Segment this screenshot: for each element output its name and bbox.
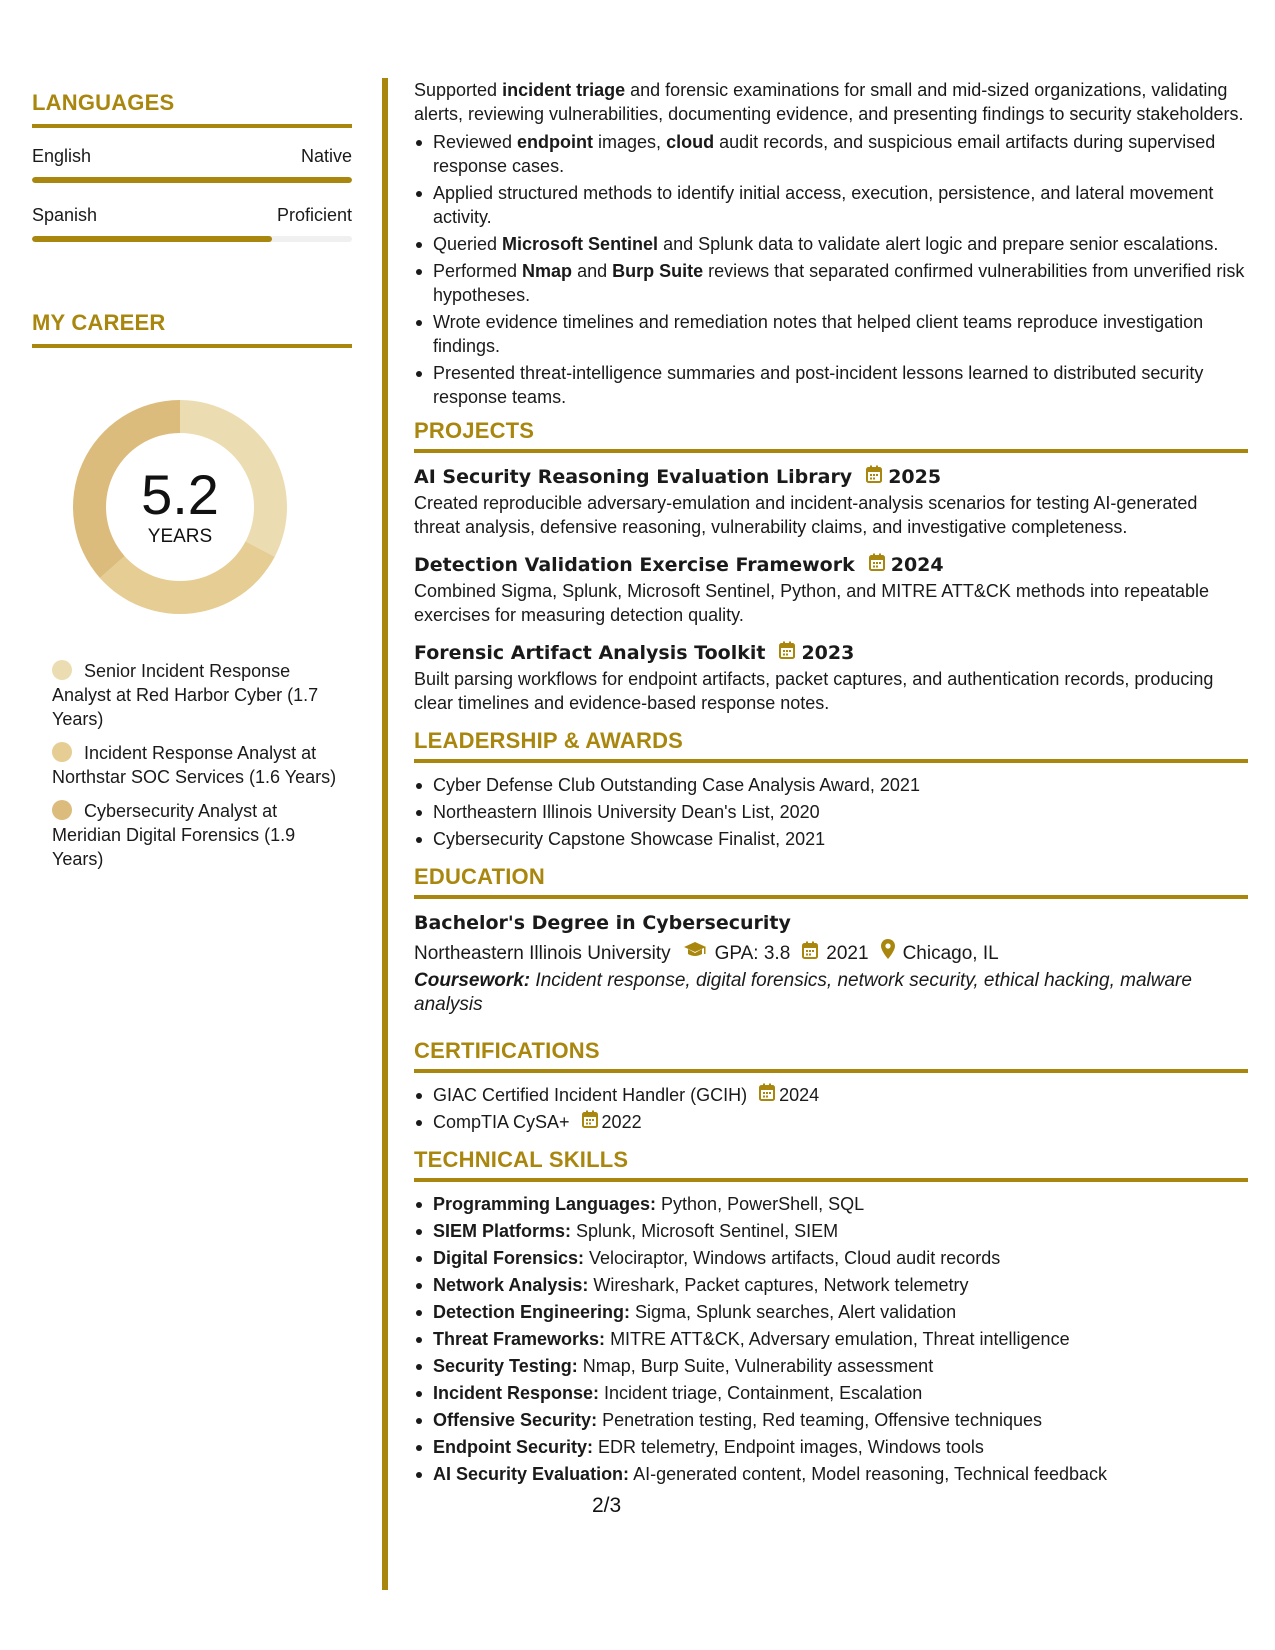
project-year: 2024 (890, 554, 944, 576)
career-section (32, 310, 352, 871)
certifications-section (414, 1039, 1248, 1134)
section-divider (414, 1069, 1248, 1073)
career-legend (52, 659, 342, 871)
section-divider (32, 344, 352, 348)
page-number: 2/3 (592, 1494, 622, 1517)
education-title: EDUCATION (414, 864, 545, 889)
graduation-year: 2021 (826, 943, 869, 964)
section-divider (414, 449, 1248, 453)
career-total-label: YEARS (147, 526, 213, 547)
calendar-icon (802, 939, 818, 969)
career-role-text: Cybersecurity Analyst at Meridian Digital Forensics (1.9 Years) (52, 801, 296, 869)
list-item: Offensive Security: Penetration testing, Red teaming, Offensive techniques (414, 1408, 1248, 1432)
project-description: Combined Sigma, Splunk, Microsoft Sentinel, Python, and MITRE ATT&CK methods into repeatable exercises for measuring detection quality. (414, 581, 1210, 625)
certification-name: CompTIA CySA+ (433, 1112, 570, 1132)
calendar-icon (869, 551, 885, 579)
column-divider (382, 78, 388, 1590)
main-content (414, 78, 1248, 1489)
project-item (414, 551, 1248, 627)
certifications-list (414, 1083, 1248, 1134)
leadership-section (414, 729, 1248, 851)
language-proficiency-fill (32, 236, 272, 242)
certification-year: 2022 (601, 1112, 642, 1132)
career-legend-item (52, 659, 342, 731)
language-proficiency-bar (32, 236, 352, 242)
section-divider (32, 124, 352, 128)
project-name: Forensic Artifact Analysis Toolkit (414, 642, 766, 664)
certification-year: 2024 (779, 1085, 820, 1105)
language-proficiency-bar (32, 177, 352, 183)
graduation-cap-icon (683, 939, 707, 969)
experience-intro: Supported incident triage and forensic examinations for small and mid-sized organizations, validating alerts, reviewing vulnerabilities, documenting evidence, and presenting findings to security stakeholders. (414, 80, 1244, 124)
list-item: AI Security Evaluation: AI-generated content, Model reasoning, Technical feedback (414, 1462, 1248, 1486)
certification-name: GIAC Certified Incident Handler (GCIH) (433, 1085, 748, 1105)
calendar-icon (866, 463, 882, 491)
language-name: Spanish (32, 205, 98, 225)
skills-section (414, 1148, 1248, 1486)
education-section (414, 865, 1248, 1017)
list-item: Northeastern Illinois University Dean's List, 2020 (414, 800, 1248, 824)
project-year: 2023 (801, 642, 855, 664)
certifications-title: CERTIFICATIONS (414, 1038, 600, 1063)
list-item: Security Testing: Nmap, Burp Suite, Vulnerability assessment (414, 1354, 1248, 1378)
list-item: Network Analysis: Wireshark, Packet captures, Network telemetry (414, 1273, 1248, 1297)
language-name: English (32, 146, 92, 166)
language-level: Native (300, 146, 352, 166)
legend-dot (52, 660, 72, 680)
project-name: Detection Validation Exercise Framework (414, 554, 855, 576)
languages-title: LANGUAGES (32, 90, 175, 115)
location-pin-icon (881, 939, 895, 969)
career-donut-chart (66, 393, 294, 621)
calendar-icon (759, 1083, 775, 1107)
section-divider (414, 759, 1248, 763)
list-item: Cyber Defense Club Outstanding Case Analysis Award, 2021 (414, 773, 1248, 797)
career-title: MY CAREER (32, 310, 166, 335)
list-item: Incident Response: Incident triage, Containment, Escalation (414, 1381, 1248, 1405)
list-item: Detection Engineering: Sigma, Splunk searches, Alert validation (414, 1300, 1248, 1324)
school-location: Chicago, IL (902, 943, 999, 964)
career-legend-item (52, 741, 342, 789)
project-name: AI Security Reasoning Evaluation Library (414, 466, 853, 488)
project-description: Created reproducible adversary-emulation and incident-analysis scenarios for testing AI-generated threat analysis, defensive reasoning, vulnerability claims, and investigative completeness. (414, 493, 1198, 537)
project-year: 2025 (888, 466, 942, 488)
list-item: Applied structured methods to identify initial access, execution, persistence, and lateral movement activity. (414, 181, 1248, 229)
experience-section (414, 78, 1248, 409)
list-item: Digital Forensics: Velociraptor, Windows artifacts, Cloud audit records (414, 1246, 1248, 1270)
list-item: Endpoint Security: EDR telemetry, Endpoint images, Windows tools (414, 1435, 1248, 1459)
leadership-list (414, 773, 1248, 851)
list-item (414, 1083, 1248, 1107)
school-name: Northeastern Illinois University (414, 943, 671, 964)
list-item (414, 1110, 1248, 1134)
project-item (414, 463, 1248, 539)
list-item: Wrote evidence timelines and remediation notes that helped client teams reproduce investigation findings. (414, 310, 1248, 358)
language-item (32, 205, 352, 242)
project-item (414, 639, 1248, 715)
career-role-text: Senior Incident Response Analyst at Red Harbor Cyber (1.7 Years) (52, 661, 319, 729)
leadership-title: LEADERSHIP & AWARDS (414, 728, 684, 753)
gpa: GPA: 3.8 (714, 943, 791, 964)
legend-dot (52, 800, 72, 820)
career-role-text: Incident Response Analyst at Northstar SOC Services (1.6 Years) (52, 743, 337, 787)
coursework: Coursework: Incident response, digital forensics, network security, ethical hacking, malware analysis (414, 970, 1192, 1015)
calendar-icon (779, 639, 795, 667)
career-legend-item (52, 799, 342, 871)
skills-title: TECHNICAL SKILLS (414, 1147, 629, 1172)
education-details (414, 939, 1248, 969)
language-level: Proficient (276, 205, 352, 225)
list-item: Cybersecurity Capstone Showcase Finalist, 2021 (414, 827, 1248, 851)
projects-title: PROJECTS (414, 418, 535, 443)
experience-bullets (414, 130, 1248, 409)
list-item: Programming Languages: Python, PowerShell, SQL (414, 1192, 1248, 1216)
sidebar (32, 90, 352, 881)
legend-dot (52, 742, 72, 762)
project-description: Built parsing workflows for endpoint artifacts, packet captures, and authentication records, producing clear timelines and evidence-based response notes. (414, 669, 1214, 713)
list-item: Presented threat-intelligence summaries and post-incident lessons learned to distributed security response teams. (414, 361, 1248, 409)
career-total-value: 5.2 (141, 463, 219, 526)
section-divider (414, 895, 1248, 899)
languages-section (32, 90, 352, 242)
list-item: Queried Microsoft Sentinel and Splunk data to validate alert logic and prepare senior escalations. (414, 232, 1248, 256)
language-proficiency-fill (32, 177, 352, 183)
language-item (32, 146, 352, 183)
list-item: Threat Frameworks: MITRE ATT&CK, Adversary emulation, Threat intelligence (414, 1327, 1248, 1351)
list-item: Reviewed endpoint images, cloud audit records, and suspicious email artifacts during supervised response cases. (414, 130, 1248, 178)
degree-title: Bachelor's Degree in Cybersecurity (414, 912, 791, 934)
section-divider (414, 1178, 1248, 1182)
calendar-icon (582, 1110, 598, 1134)
projects-section (414, 419, 1248, 715)
list-item: SIEM Platforms: Splunk, Microsoft Sentinel, SIEM (414, 1219, 1248, 1243)
skills-list (414, 1192, 1248, 1486)
list-item: Performed Nmap and Burp Suite reviews that separated confirmed vulnerabilities from unverified risk hypotheses. (414, 259, 1248, 307)
